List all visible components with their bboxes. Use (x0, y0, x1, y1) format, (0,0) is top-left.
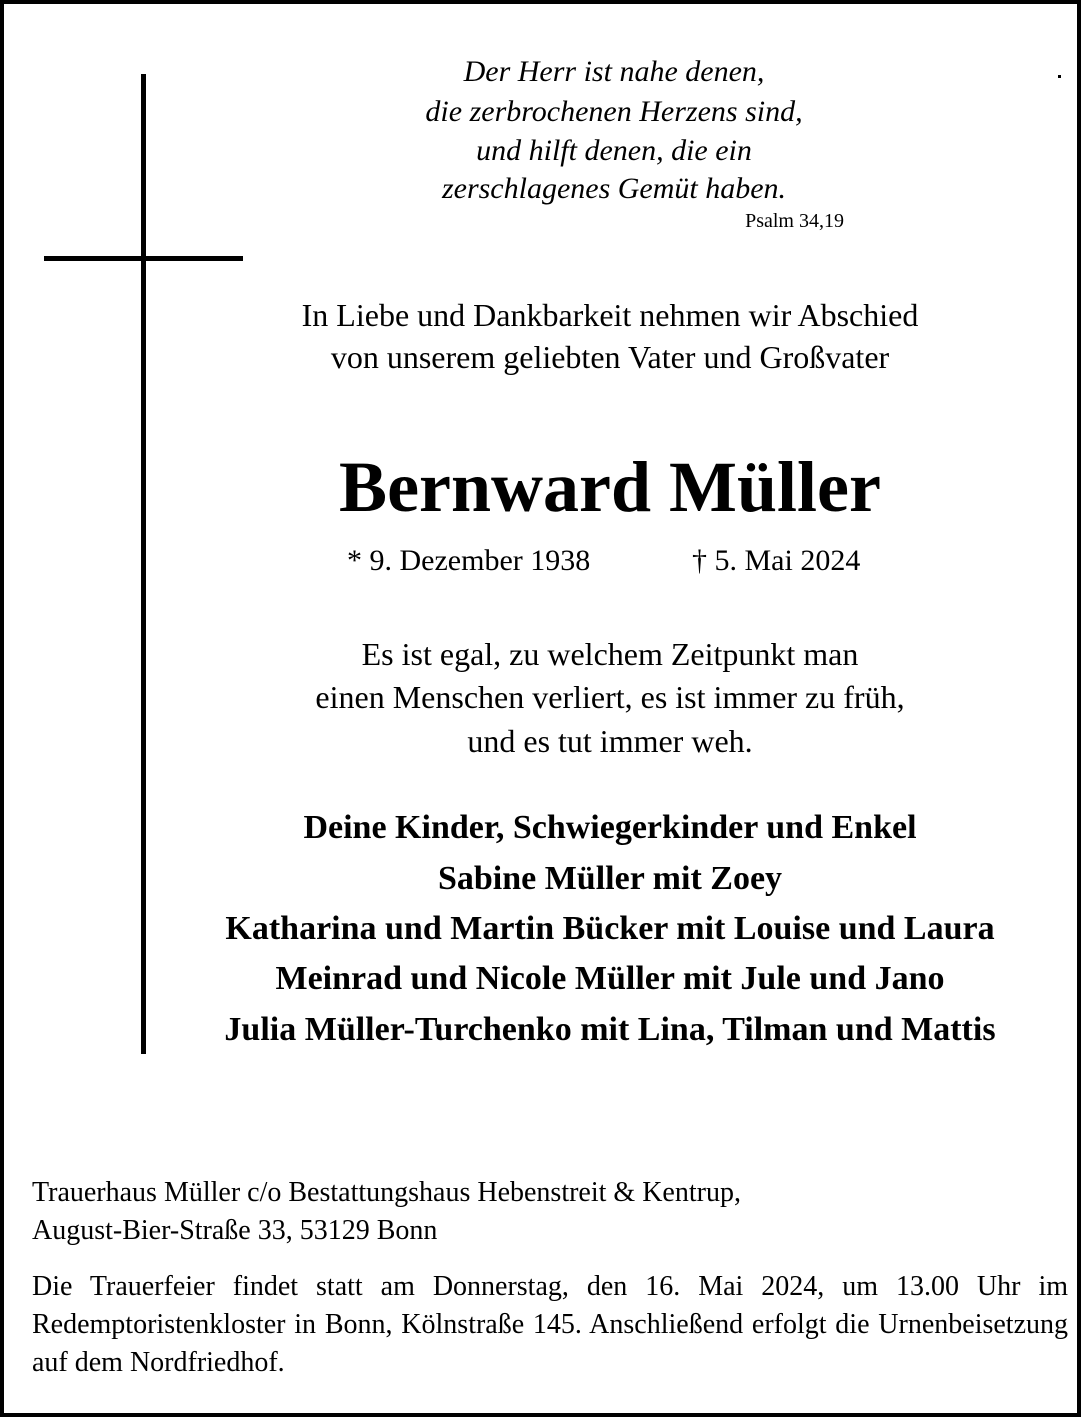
cross-icon-crossbar (44, 256, 243, 261)
address-line: Trauerhaus Müller c/o Bestattungshaus Hebenstreit & Kentrup, (32, 1177, 741, 1208)
quote-line: und es tut immer weh. (467, 723, 753, 759)
psalm-line: zerschlagenes Gemüt haben. (441, 172, 787, 205)
address-line: August-Bier-Straße 33, 53129 Bonn (32, 1215, 438, 1246)
quote-line: Es ist egal, zu welchem Zeitpunkt man (361, 636, 859, 672)
psalm-line: Der Herr ist nahe denen, (463, 55, 765, 88)
psalm-line: die zerbrochenen Herzens sind, (425, 95, 803, 128)
family-member: Katharina und Martin Bücker mit Louise und Laura (225, 910, 995, 947)
family-heading: Deine Kinder, Schwiegerkinder und Enkel (303, 809, 917, 846)
family-member: Julia Müller-Turchenko mit Lina, Tilman und Mattis (224, 1011, 996, 1048)
service-details: Die Trauerfeier findet statt am Donnerstag, den 16. Mai 2024, um 13.00 Uhr im Redemptoristenkloster in Bonn, Kölnstraße 145. Anschließend erfolgt die Urnenbeisetzung auf dem Nordfriedhof. (32, 1271, 1068, 1378)
quote-line: einen Menschen verliert, es ist immer zu früh, (315, 679, 905, 715)
death-date: † 5. Mai 2024 (692, 544, 861, 577)
birth-date: * 9. Dezember 1938 (347, 544, 591, 577)
family-member: Sabine Müller mit Zoey (437, 860, 783, 897)
psalm-line: und hilft denen, die ein (476, 134, 752, 167)
family-member: Meinrad und Nicole Müller mit Jule und Jano (275, 960, 945, 997)
intro-line: In Liebe und Dankbarkeit nehmen wir Abschied (301, 297, 919, 333)
psalm-reference: Psalm 34,19 (745, 210, 844, 232)
deceased-name: Bernward Müller (339, 447, 881, 527)
intro-line: von unserem geliebten Vater und Großvater (330, 339, 890, 375)
dot-mark (1058, 75, 1061, 78)
